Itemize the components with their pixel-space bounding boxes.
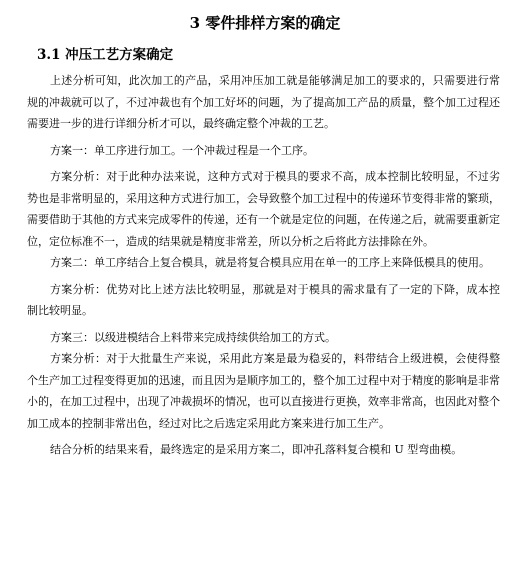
section-title: 3.1 冲压工艺方案确定 <box>37 47 174 63</box>
paragraph-plan-two-analysis: 方案分析：优势对比上述方法比较明显，那就是对于模具的需求量有了一定的下降，成本控制比较明显。 <box>27 282 500 317</box>
paragraph-intro: 上述分析可知，此次加工的产品，采用冲压加工就是能够满足加工的要求的，只需要进行常规的冲裁就可以了，不过冲裁也有个加工好坏的问题，为了提高加工产品的质量，整个加工过程还需要进一步的进行详细分析才可以，最终确定整个冲裁的工艺。 <box>27 74 500 130</box>
paragraph-conclusion: 结合分析的结果来看，最终选定的是采用方案二，即冲孔落料复合模和 U 型弯曲模。 <box>50 443 463 456</box>
chapter-title: 3 零件排样方案的确定 <box>189 14 341 32</box>
paragraph-plan-two: 方案二：单工序结合上复合模具，就是将复合模具应用在单一的工序上来降低模具的使用。 <box>50 256 490 269</box>
paragraph-plan-one: 方案一：单工序进行加工。一个冲裁过程是一个工序。 <box>50 143 314 157</box>
paragraph-plan-three: 方案三：以级进模结合上料带来完成持续供给加工的方式。 <box>50 330 336 344</box>
paragraph-plan-three-analysis: 方案分析：对于大批量生产来说，采用此方案是最为稳妥的，料带结合上级进模，会使得整个生产加工过程变得更加的迅速，而且因为是顺序加工的，整个加工过程中对于精度的影响是非常小的，在加工过程中，出现了冲裁损坏的情况，也可以直接进行更换，效率非常高，也因此对整个加工成本的控制非常出色，经过对比之后选定采用此方案来进行加工生产。 <box>27 352 500 430</box>
paragraph-plan-one-analysis: 方案分析：对于此种办法来说，这种方式对于模具的要求不高，成本控制比较明显，不过劣势也是非常明显的，采用这种方式进行加工，会导致整个加工过程中的传递环节变得非常的繁琐，需要借助于其他的方式来完成零件的传递，还有一个就是定位的问题，在传递之后，就需要重新定位，定位标准不一，造成的结果就是精度非常差，所以分析之后将此方法排除在外。 <box>27 170 500 248</box>
